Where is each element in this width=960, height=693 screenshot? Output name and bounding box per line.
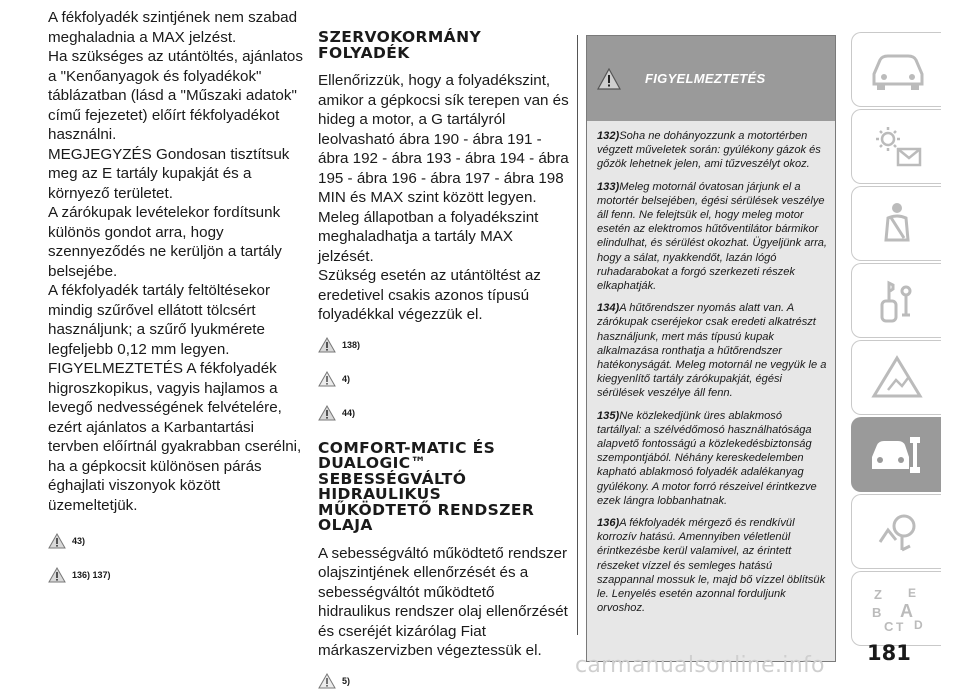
ref-label: 4) bbox=[342, 373, 351, 384]
warning-item bbox=[597, 516, 827, 615]
page-number: 181 bbox=[867, 641, 911, 665]
warning-ref[interactable] bbox=[48, 563, 306, 587]
paragraph: FIGYELMEZTETÉS A fékfolyadék higroszkopikus, vagyis hajlamos a levegő nedvességének felvételére, ezért ajánlatos a Karbantartási tervben előírtnál gyakrabban cserélni, ha a gépkocsit különösen párás éghajlati viszonyok között üzemeltetjük. bbox=[48, 360, 302, 514]
paragraph: A fékfolyadék tartály feltöltésekor mindig szűrővel ellátott tölcsért használjunk; a szűrő lyukmérete legfeljebb 0,12 mm legyen. bbox=[48, 282, 271, 358]
index-letter: C bbox=[883, 618, 893, 634]
warning-box bbox=[586, 35, 836, 662]
paragraph: Ha szükséges az utántöltés, ajánlatos a "Kenőanyagok és folyadékok" táblázatban (lásd a "Műszaki adatok" című fejezetet) előírt fékfolyadékot használni. bbox=[48, 48, 303, 143]
warning-number: 136) bbox=[597, 517, 620, 530]
warning-text: A hűtőrendszer nyomás alatt van. A zárókupak cseréjekor csak eredeti alkatrészt használjunk, mert más típusú kupak alkalmazása ronthatja a hűtőrendszer hatékonyságát. Meleg motornál ne vegyük le a kiegyenlítő tartály zárókupakját, égési sérülések veszélye áll fenn. bbox=[597, 302, 827, 400]
index-letter: Z bbox=[873, 586, 882, 602]
warning-triangle-icon bbox=[318, 337, 336, 353]
paragraph: Ellenőrizzük, hogy a folyadékszint, amikor a gépkocsi sík terepen van és hideg a motor, a G tartályról leolvasható ábra 190 - ábra 191 - ábra 192 - ábra 193 - ábra 194 - ábra 195 - ábra 196 - ábra 197 - ábra 198 MIN és MAX szint között legyen. bbox=[318, 72, 569, 206]
warning-number: 133) bbox=[597, 180, 620, 193]
caution-triangle-icon bbox=[318, 673, 336, 689]
column-divider bbox=[577, 35, 578, 635]
emergency-triangle-icon bbox=[866, 352, 928, 404]
tab-vehicle-overview[interactable] bbox=[851, 32, 941, 107]
chapter-tabs bbox=[851, 32, 960, 648]
car-maintenance-icon bbox=[866, 429, 928, 481]
tab-multimedia[interactable] bbox=[851, 494, 941, 569]
warning-number: 134) bbox=[597, 302, 620, 315]
ref-label: 44) bbox=[342, 407, 356, 418]
warning-triangle-icon bbox=[48, 533, 66, 549]
tab-starting-driving[interactable] bbox=[851, 263, 941, 338]
warning-lights-icon bbox=[866, 121, 928, 173]
paragraph: Szükség esetén az utántöltést az eredetivel csakis azonos típusú folyadékkal végezzük el. bbox=[318, 267, 541, 323]
warning-item bbox=[597, 409, 827, 508]
paragraph: A sebességváltó működtető rendszer olajszintjének ellenőrzését és a sebességváltót működtető hidraulikus rendszer olaj ellenőrzését és cseréjét kizárólag Fiat márkaszervizben végeztessük el. bbox=[318, 544, 568, 659]
warning-triangle-icon bbox=[48, 567, 66, 583]
warning-text: Meleg motornál óvatosan járjunk el a motortér belsejében, égési sérülések veszélye áll fenn. Ne felejtsük el, hogy meleg motor esetén az elektromos hűtőventilátor bármikor elindulhat, és sérülést okozhat. Ügyeljünk arra, hogy a sálat, nyakkendőt, lazán lógó ruhadarabokat a forgó szerkezeti részek elkaphatják. bbox=[597, 180, 828, 293]
car-icon bbox=[866, 44, 928, 96]
caution-ref[interactable] bbox=[318, 669, 570, 693]
warning-item bbox=[597, 180, 827, 294]
tab-maintenance[interactable] bbox=[851, 417, 941, 492]
tab-safety[interactable] bbox=[851, 186, 941, 261]
index-letter: T bbox=[895, 619, 903, 634]
warning-ref[interactable] bbox=[318, 401, 570, 425]
ref-label: 43) bbox=[72, 536, 86, 546]
multimedia-icon bbox=[866, 506, 928, 558]
index-letter: B bbox=[871, 604, 881, 620]
caution-triangle-icon bbox=[318, 371, 336, 387]
warning-title: FIGYELMEZTETÉS bbox=[645, 71, 766, 86]
warning-ref[interactable] bbox=[48, 529, 306, 553]
warning-number: 132) bbox=[597, 130, 620, 142]
tab-emergency[interactable] bbox=[851, 340, 941, 415]
column-1 bbox=[48, 8, 306, 587]
warning-number: 135) bbox=[597, 409, 620, 422]
paragraph: Meleg állapotban a folyadékszint meghaladhatja a tartály MAX jelzését. bbox=[318, 208, 539, 265]
index-letter: E bbox=[907, 585, 916, 600]
paragraph: A zárókupak levételekor fordítsunk különös gondot arra, hogy szennyeződés ne kerüljön a tartály belsejébe. bbox=[48, 204, 282, 280]
tab-index[interactable] bbox=[851, 571, 941, 646]
ref-label: 138) bbox=[342, 339, 361, 350]
warning-list bbox=[587, 121, 835, 616]
paragraph: A fékfolyadék szintjének nem szabad meghaladnia a MAX jelzést. bbox=[48, 9, 298, 46]
caution-ref[interactable] bbox=[318, 367, 570, 391]
paragraph: MEGJEGYZÉS Gondosan tisztítsuk meg az E tartály kupakját és a környező területet. bbox=[48, 145, 290, 202]
alphabetical-index-icon bbox=[866, 583, 928, 635]
watermark: carmanualsonline.info bbox=[575, 653, 825, 678]
warning-triangle-icon bbox=[318, 405, 336, 421]
section-heading: COMFORT-MATIC ÉS DUALOGIC™ SEBESSÉGVÁLTÓ HIDRAULIKUS MŰKÖDTETŐ RENDSZER OLAJA bbox=[318, 438, 535, 534]
key-icon bbox=[866, 275, 928, 327]
ref-label: 136) 137) bbox=[72, 570, 111, 580]
warning-text: A fékfolyadék mérgező és rendkívül korrozív hatású. Amennyiben véletlenül érintkezésbe kerül valamivel, az érintett részeket vízzel és semleges hatású szappannal mossuk le, majd bő vízzel öblítsük le. Lenyelés esetén azonnal forduljunk orvoshoz. bbox=[597, 517, 826, 615]
index-letter: A bbox=[899, 600, 913, 621]
ref-label: 5) bbox=[342, 675, 351, 686]
tab-lights-messages[interactable] bbox=[851, 109, 941, 184]
warning-text: Soha ne dohányozzunk a motortérben végzett műveletek során: gyúlékony gázok és gőzök lehetnek jelen, ami tűzveszélyt okoz. bbox=[597, 130, 821, 171]
column-2 bbox=[318, 8, 570, 693]
section-heading: SZERVOKORMÁNY FOLYADÉK bbox=[318, 28, 482, 62]
warning-triangle-icon bbox=[597, 68, 621, 90]
warning-item bbox=[597, 301, 827, 400]
index-letter: D bbox=[913, 617, 923, 632]
warning-ref[interactable] bbox=[318, 333, 570, 357]
warning-item bbox=[597, 129, 827, 172]
warning-header bbox=[587, 36, 835, 121]
seatbelt-icon bbox=[866, 198, 928, 250]
warning-text: Ne közlekedjünk üres ablakmosó tartállyal: a szélvédőmosó használhatósága alapvető fontosságú a közlekedésbiztonság szempontjából. Néhány kereskedelemben kapható ablakmosó folyadék adalékanyag gyúlékony. A motor forró részeivel érintkezve ezek lángra lobbanhatnak. bbox=[597, 409, 817, 507]
